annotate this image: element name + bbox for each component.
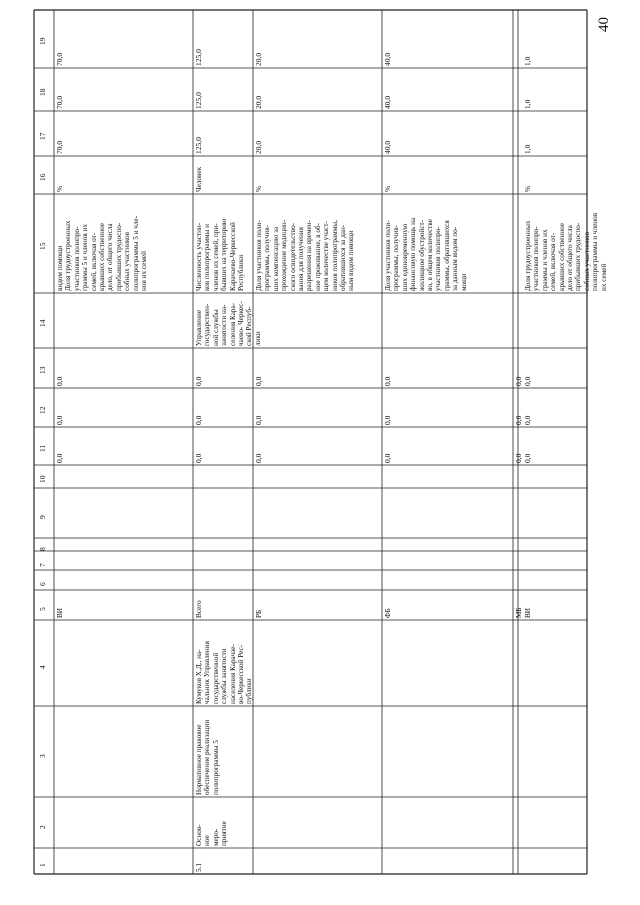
cell-r4-c13: 0,0: [514, 376, 523, 386]
cell-r3-c12: 0,0: [383, 415, 392, 425]
cell-r3-c17: 40,0: [383, 140, 392, 154]
cell-r1-c18: 125,0: [194, 92, 203, 109]
cell-r1-c13: 0,0: [194, 376, 203, 386]
cell-r1-c1: 5.1: [195, 863, 203, 872]
column-number-18: 18: [38, 88, 47, 96]
column-number-12: 12: [38, 406, 47, 414]
cell-r0-c17: 70,0: [55, 140, 64, 154]
cell-r2-c17: 20,0: [254, 140, 263, 154]
cell-r2-c11: 0,0: [254, 453, 263, 463]
cell-r2-c15: Доля участников поли- программы, получив- ших компенсацию за прохождение медицин- ского освидетельство- вания для получения разрешения на времен- ное проживание, в об- щем количестве участ- ников полипрограммы, обратившихся за дан- ным видом помощи: [255, 219, 356, 291]
cell-r1-c3: Нормативное правовое обеспечение реализации полипрограммы 5: [195, 719, 220, 795]
cell-r0-c18: 70,0: [55, 95, 64, 109]
cell-r0-c15: видом помощи Доля трудоустроенных участников полипро- граммы 5 и членов их семей, включая от- крывших собственное дело, от общего числа прибывших трудоспо- собных участников полипрограммы 5 и чле- нов их семей: [56, 215, 149, 291]
cell-r1-c14: Управление государствен- ной службы занятости на- селения Кара- чаево- Черкес- ской Респуб- лики: [195, 301, 262, 346]
cell-r5-c15: Доля трудоустроенных участников полипро- граммы и членов их семей, включая от- крывших собственное дело от общего числа прибывших трудоспо- собных участников полипрограммы и членов их семей: [524, 212, 608, 291]
column-number-6: 6: [38, 582, 47, 586]
column-number-19: 19: [38, 37, 47, 45]
cell-r1-c15: Численность участни- ков полипрограммы и членов их семей, при- бывших на территорию Карачаево-Черкесской Республики: [195, 218, 246, 291]
column-number-13: 13: [38, 366, 47, 374]
column-number-9: 9: [38, 515, 47, 519]
cell-r5-c13: 0,0: [523, 376, 532, 386]
cell-r1-c12: 0,0: [194, 415, 203, 425]
cell-r5-c17: 1,0: [523, 144, 532, 154]
cell-r4-c12: 0,0: [514, 415, 523, 425]
page-number: 40: [596, 17, 612, 32]
cell-r2-c19: 20,0: [254, 52, 263, 66]
cell-r0-c12: 0,0: [55, 415, 64, 425]
column-number-14: 14: [38, 319, 47, 327]
column-number-7: 7: [38, 562, 47, 567]
cell-r1-c5: Всего: [195, 600, 203, 618]
cell-r1-c16: Человек: [195, 166, 203, 192]
column-number-10: 10: [38, 475, 47, 483]
column-number-1: 1: [38, 863, 47, 867]
cell-r0-c13: 0,0: [55, 376, 64, 386]
cell-r1-c17: 125,0: [194, 137, 203, 154]
column-number-16: 16: [38, 173, 47, 181]
cell-r5-c19: 1,0: [523, 56, 532, 66]
cell-r0-c19: 70,0: [55, 52, 64, 66]
cell-r2-c12: 0,0: [254, 415, 263, 425]
cell-r0-c11: 0,0: [55, 453, 64, 463]
cell-r3-c16: %: [384, 186, 392, 192]
column-number-8: 8: [38, 546, 47, 551]
cell-r1-c11: 0,0: [194, 453, 203, 463]
cell-r3-c18: 40,0: [383, 95, 392, 109]
column-number-3: 3: [38, 753, 47, 758]
cell-r4-c11: 0,0: [514, 453, 523, 463]
cell-r4-c5: МБ: [515, 607, 523, 618]
column-number-2: 2: [38, 824, 47, 829]
cell-r2-c13: 0,0: [254, 376, 263, 386]
cell-r1-c19: 125,0: [194, 49, 203, 66]
cell-r3-c15: Доля участников поли- программы, получив- ших единовременную финансовую помощь на жилищное обустройст- во, в общем количестве участников полипро- граммы, обратившихся за данным видом по- мощи: [384, 217, 468, 291]
cell-r5-c18: 1,0: [523, 99, 532, 109]
column-number-5: 5: [38, 607, 47, 611]
cell-r0-c16: %: [56, 186, 64, 192]
cell-r1-c4: Кумуков Х.Д., на- чальник Управления государственной службы занятости населения Карачае- во-Черкесской Рес- публики: [195, 641, 254, 704]
cell-r3-c5: ФБ: [384, 608, 392, 618]
column-number-15: 15: [38, 242, 47, 250]
column-number-11: 11: [38, 444, 47, 452]
cell-r0-c5: ВИ: [56, 608, 64, 618]
cell-r5-c12: 0,0: [523, 415, 532, 425]
cell-r5-c16: %: [524, 186, 532, 192]
cell-r2-c5: РБ: [255, 609, 263, 618]
cell-r3-c11: 0,0: [383, 453, 392, 463]
cell-r2-c18: 20,0: [254, 95, 263, 109]
rotated-table: [34, 10, 608, 874]
column-number-17: 17: [38, 132, 47, 140]
cell-r5-c5: ВИ: [524, 608, 532, 618]
cell-r5-c11: 0,0: [523, 453, 532, 463]
cell-r1-c2: Основ- ное меро- приятие: [195, 821, 229, 846]
cell-r2-c16: %: [255, 186, 263, 192]
column-number-4: 4: [38, 665, 47, 669]
cell-r3-c19: 40,0: [383, 52, 392, 66]
cell-r3-c13: 0,0: [383, 376, 392, 386]
